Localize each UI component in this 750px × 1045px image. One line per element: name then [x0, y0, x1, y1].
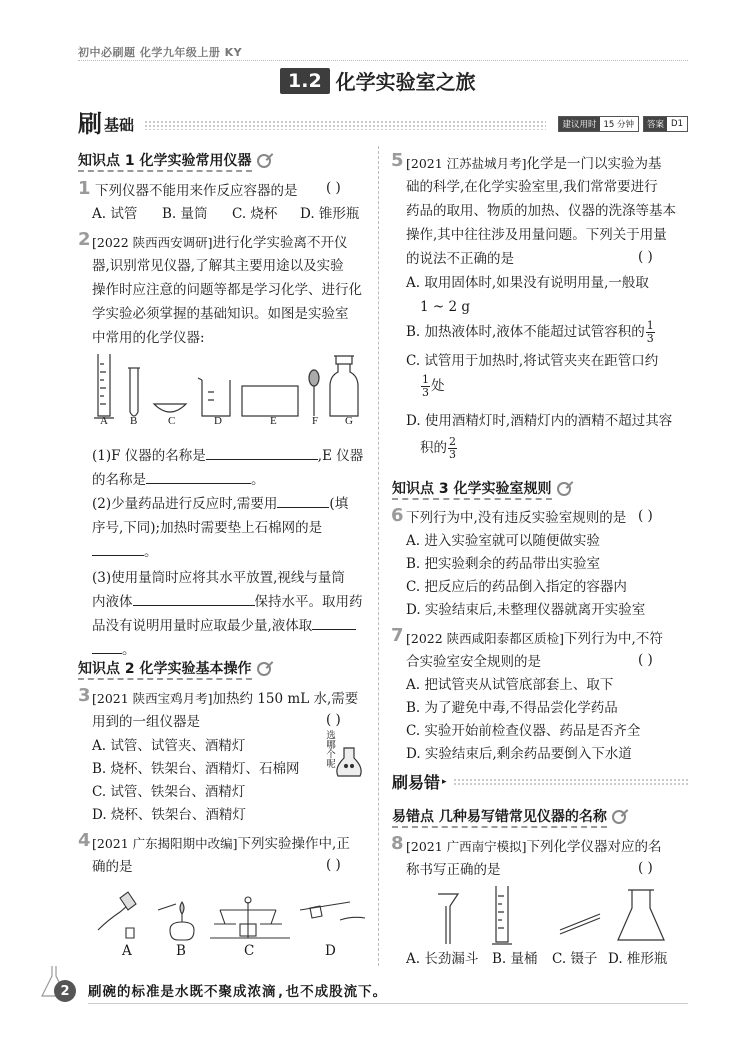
q5-line2: 础的科学,在化学实验室里,我们常常要进行 — [406, 179, 658, 195]
q4-l1: 下列实验操作中,正 — [237, 836, 350, 852]
q3-number: 3 — [78, 685, 91, 706]
q7-opt-b[interactable]: B. 为了避免中毒,不得品尝化学药品 — [406, 700, 618, 716]
q2-blank-react[interactable] — [277, 494, 329, 508]
test-tube-heating-icon — [300, 902, 365, 920]
q6-opt-b[interactable]: B. 把实验剩余的药品带出实验室 — [406, 556, 601, 572]
q2-sub3-line1: (3)使用量筒时应将其水平放置,视线与量筒 — [92, 570, 345, 586]
q8-source: [2021 广西南宁模拟] — [406, 839, 527, 854]
q2-line5: 中常用的化学仪器: — [92, 330, 205, 346]
q7-number: 7 — [391, 625, 404, 646]
q1-number: 1 — [78, 178, 91, 199]
shua-label: 刷 — [78, 109, 102, 138]
answer-tag — [643, 116, 688, 132]
q2-blank-liquid-cont[interactable] — [92, 640, 122, 654]
q5-number: 5 — [391, 150, 404, 171]
time-value: 15 分钟 — [603, 120, 635, 130]
q2-label-g: G — [345, 415, 353, 427]
q1-opt-d[interactable]: D. 锥形瓶 — [300, 206, 360, 222]
q2-label-e: E — [270, 415, 277, 427]
q2-sub3-line2 — [92, 591, 363, 614]
q2-line3: 操作时应注意的问题等都是学习化学、进行化 — [92, 282, 362, 298]
long-neck-funnel-icon — [438, 894, 458, 944]
q7-source: [2022 陕西咸阳泰都区质检] — [406, 631, 565, 646]
q2-label-a: A — [100, 415, 108, 427]
answer-value: D1 — [671, 119, 683, 129]
q5-line4: 操作,其中往往涉及用量问题。下列关于用量 — [406, 227, 667, 243]
q2-number: 2 — [78, 229, 91, 250]
pen-icon — [612, 810, 626, 824]
kp2-text: 知识点 2 化学实验基本操作 — [78, 658, 252, 680]
test-tube-icon — [128, 368, 140, 416]
frac-den: 3 — [449, 448, 456, 461]
q3-opt-a[interactable]: A. 试管、试管夹、酒精灯 — [92, 738, 246, 754]
q2-s3b: 内液体 — [92, 594, 133, 610]
frac-num: 2 — [449, 435, 456, 448]
q4-operations-figure — [90, 880, 375, 945]
dotted-divider — [144, 120, 546, 130]
header-divider — [78, 60, 688, 61]
pen-icon — [557, 482, 571, 496]
q2-label-f: F — [312, 415, 319, 427]
q5-line5: 的说法不正确的是 — [406, 251, 514, 267]
page-number: 2 — [54, 980, 76, 1002]
q5-opt-a-2: 1 ~ 2 g — [420, 299, 471, 315]
q6-opt-c[interactable]: C. 把反应后的药品倒入指定的容器内 — [406, 579, 627, 595]
q4-line2: 确的是 — [92, 859, 133, 875]
q8-opt-d[interactable]: D. 椎形瓶 — [608, 951, 668, 967]
beaker-icon — [198, 378, 230, 416]
q4-source: [2021 广东揭阳期中改编] — [92, 836, 238, 851]
pen-icon — [257, 154, 271, 168]
q8-opt-b[interactable]: B. 量桶 — [492, 951, 538, 967]
fraction-one-third — [646, 320, 655, 345]
q8-number: 8 — [391, 833, 404, 854]
q8-l1: 下列化学仪器对应的名 — [526, 839, 662, 855]
q2-blank-f[interactable] — [206, 446, 318, 460]
arrow-right-icon: ▸ — [442, 776, 447, 787]
q2-sub2-line2: 序号,下同);加热时需要垫上石棉网的是 — [92, 520, 323, 536]
kp4-text: 易错点 几种易写错常见仪器的名称 — [392, 806, 607, 828]
q1-answer-paren[interactable]: ( ) — [326, 180, 341, 196]
q2-label-c: C — [168, 415, 176, 427]
q5-source: [2021 江苏盐城月考] — [406, 156, 527, 171]
q7-line2: 合实验室安全规则的是 — [406, 654, 541, 670]
fraction-two-thirds — [448, 436, 457, 461]
q6-opt-a[interactable]: A. 进入实验室就可以随便做实验 — [406, 533, 600, 549]
q5-line1 — [406, 152, 662, 176]
kp3-title — [392, 478, 682, 500]
q5-opt-a-1[interactable]: A. 取用固体时,如果没有说明用量,一般取 — [406, 275, 649, 291]
q2-sub1-line1 — [92, 445, 363, 468]
q3-side-note: 选哪个呢 — [324, 730, 335, 768]
alcohol-lamp-icon — [158, 902, 194, 940]
q2-sub1-line2 — [92, 469, 265, 492]
q2-blank-e[interactable] — [146, 470, 251, 484]
q8-line2: 称书写正确的是 — [406, 862, 501, 878]
reagent-bottle-icon — [330, 356, 358, 416]
q8-opt-a[interactable]: A. 长劲漏斗 — [406, 951, 479, 967]
q6-number: 6 — [391, 505, 404, 526]
balance-icon — [210, 897, 290, 938]
pen-icon — [257, 662, 271, 676]
q2-sub3-line3 — [92, 615, 356, 638]
q7-opt-a[interactable]: A. 把试管夹从试管底部套上、取下 — [406, 677, 614, 693]
section-number: 1.2 — [280, 68, 330, 94]
yicuo-bar — [392, 770, 688, 793]
trough-icon — [242, 386, 298, 416]
kp4-title — [392, 806, 688, 828]
q2-line1 — [92, 231, 370, 255]
q2-s1a: (1)F 仪器的名称是 — [92, 448, 206, 464]
q2-sub2-line1 — [92, 493, 348, 516]
kp1-text: 知识点 1 化学实验常用仪器 — [78, 150, 252, 172]
q2-s1d: 。 — [251, 472, 265, 488]
q5-opt-c-1[interactable]: C. 试管用于加热时,将试管夹夹在距管口约 — [406, 353, 659, 369]
q2-label-b: B — [130, 415, 138, 427]
q2-s1b: ,E 仪器 — [317, 448, 364, 464]
q5-opt-d-2 — [420, 436, 458, 461]
section-title-text: 化学实验室之旅 — [335, 70, 476, 94]
q7-opt-c[interactable]: C. 实验开始前检查仪器、药品是否齐全 — [406, 723, 641, 739]
kp1-title — [78, 150, 368, 172]
answer-key: 答案 — [644, 117, 667, 131]
q4-number: 4 — [78, 830, 91, 851]
q5-answer-paren[interactable]: ( ) — [638, 249, 653, 265]
time-key: 建议用时 — [559, 117, 599, 131]
q2-line2: 器,识别常见仪器,了解其主要用途以及实验 — [92, 258, 344, 274]
q2-line4: 学实验必须掌握的基础知识。如图是实验室 — [92, 306, 349, 322]
q8-answer-paren[interactable]: ( ) — [638, 860, 653, 876]
conical-flask-icon — [618, 890, 664, 940]
q2-s2d: 。 — [144, 544, 158, 560]
q5-opt-c-suffix: 处 — [431, 378, 445, 394]
q3-l1: 加热约 150 mL 水,需要 — [212, 691, 359, 707]
frac-den: 3 — [646, 332, 654, 345]
frac-num: 1 — [646, 319, 654, 332]
book-header: 初中必刷题 化学九年级上册 KY — [78, 46, 243, 59]
column-divider — [378, 146, 379, 966]
q3-opt-c[interactable]: C. 试管、铁架台、酒精灯 — [92, 784, 246, 800]
q1-opt-c[interactable]: C. 烧杯 — [232, 206, 278, 222]
q5-line3: 药品的取用、物质的加热、仪器的洗涤等基本 — [406, 203, 676, 219]
evaporating-dish-icon — [154, 404, 186, 412]
q3-opt-d[interactable]: D. 烧杯、铁架台、酒精灯 — [92, 807, 246, 823]
q2-blank-liquid[interactable] — [312, 616, 356, 630]
footer-divider — [88, 1003, 688, 1004]
footer-motto: 刷碗的标准是水既不聚成浓滴,也不成股流下。 — [88, 984, 388, 1000]
graduated-cylinder-icon — [94, 354, 114, 418]
q3-answer-paren[interactable]: ( ) — [326, 712, 341, 728]
q5-opt-d-prefix: 积的 — [420, 440, 447, 456]
q1-opt-a[interactable]: A. 试管 — [92, 206, 138, 222]
q7-l1: 下列行为中,不符 — [564, 631, 663, 647]
q8-line1 — [406, 835, 662, 859]
q6-stem: 下列行为中,没有违反实验室规则的是 — [406, 510, 627, 526]
q4-label-c: C — [244, 943, 255, 959]
kp2-title — [78, 658, 368, 680]
dotted-divider — [453, 778, 688, 786]
q4-label-a: A — [122, 943, 132, 959]
q2-s3d: 品没有说明用量时应取最少量,液体取 — [92, 618, 313, 634]
thinking-flask-icon — [330, 742, 370, 782]
q2-blank-asbestos[interactable] — [92, 542, 144, 556]
q5-opt-c-2 — [420, 374, 445, 399]
q6-answer-paren[interactable]: ( ) — [638, 508, 653, 524]
q2-label-d: D — [214, 415, 222, 427]
section-title — [280, 66, 476, 95]
frac-num: 1 — [422, 373, 429, 386]
q5-opt-b-text: B. 加热液体时,液体不能超过试管容积的 — [406, 324, 645, 340]
spoon-icon — [309, 370, 319, 416]
q3-source: [2021 陕西宝鸡月考] — [92, 691, 213, 706]
q4-answer-paren[interactable]: ( ) — [326, 857, 341, 873]
q7-opt-d[interactable]: D. 实验结束后,剩余药品要倒入下水道 — [406, 746, 632, 762]
q2-blank-level[interactable] — [133, 592, 255, 606]
q5-opt-b[interactable] — [406, 320, 656, 345]
q5-l1: 化学是一门以实验为基 — [526, 156, 662, 172]
q2-s1c: 的名称是 — [92, 472, 146, 488]
q3-line1 — [92, 687, 358, 711]
q2-s3e: 。 — [122, 642, 136, 658]
q2-s2a: (2)少量药品进行反应时,需要用 — [92, 496, 278, 512]
fraction-one-third — [421, 374, 430, 399]
q2-s2b: (填 — [329, 496, 349, 512]
q5-opt-d-1[interactable]: D. 使用酒精灯时,酒精灯内的酒精不超过其容 — [406, 413, 673, 429]
q4-line1 — [92, 832, 350, 856]
kp3-text: 知识点 3 化学实验室规则 — [392, 478, 552, 500]
q2-source: [2022 陕西西安调研] — [92, 235, 213, 250]
yicuo-title: 刷易错 — [392, 773, 441, 792]
q7-line1 — [406, 627, 663, 651]
q6-opt-d[interactable]: D. 实验结束后,未整理仪器就离开实验室 — [406, 602, 646, 618]
q8-instruments-figure — [400, 880, 690, 950]
frac-den: 3 — [422, 386, 429, 399]
shua-sub-label: 基础 — [104, 115, 135, 134]
tweezers-icon — [560, 914, 600, 934]
q1-opt-b[interactable]: B. 量筒 — [162, 206, 208, 222]
q3-line2: 用到的一组仪器是 — [92, 714, 200, 730]
q3-opt-b[interactable]: B. 烧杯、铁架台、酒精灯、石棉网 — [92, 761, 300, 777]
practice-bar — [78, 106, 688, 136]
q7-answer-paren[interactable]: ( ) — [638, 652, 653, 668]
measuring-cylinder-icon — [492, 886, 512, 944]
q2-l1: 进行化学实验离不开仪 — [212, 235, 348, 251]
q1-stem: 下列仪器不能用来作反应容器的是 — [95, 183, 298, 199]
q4-label-d: D — [325, 943, 336, 959]
q2-sub2-line3 — [92, 541, 158, 564]
pouring-operation-icon — [98, 892, 136, 938]
q2-s3c: 保持水平。取用药 — [254, 594, 363, 610]
time-tag — [558, 116, 639, 132]
q8-opt-c[interactable]: C. 镊子 — [552, 951, 598, 967]
q4-label-b: B — [176, 943, 186, 959]
